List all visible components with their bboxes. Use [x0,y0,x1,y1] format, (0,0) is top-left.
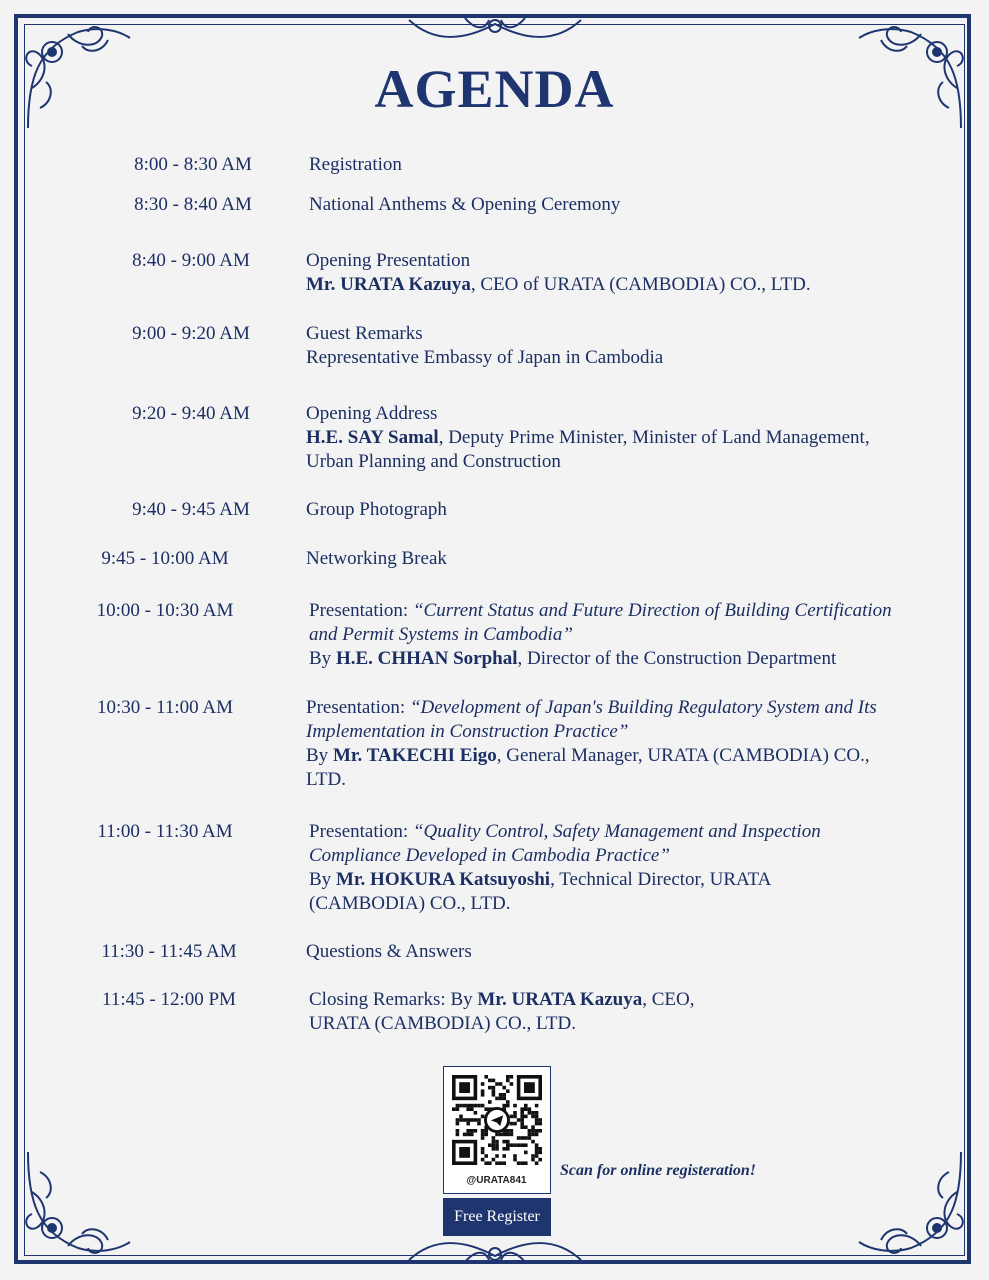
agenda-description-line [306,720,966,744]
agenda-time: 9:00 - 9:20 AM [132,323,250,344]
agenda-description-line [309,193,969,217]
agenda-time: 11:45 - 12:00 PM [102,989,236,1010]
bottom-center-ornament [405,1234,585,1270]
qr-code-card[interactable] [443,1066,551,1194]
agenda-description [309,193,969,217]
agenda-time: 9:20 - 9:40 AM [132,403,250,424]
text-segment: By [309,648,336,669]
speaker-name: H.E. SAY Samal [306,427,439,448]
agenda-description-line [306,744,966,768]
agenda-description-line [306,322,966,346]
agenda-description-line [309,988,969,1012]
speaker-name: H.E. CHHAN Sorphal [335,648,518,669]
agenda-description [309,988,969,1036]
agenda-description-line [306,249,966,273]
page-title: AGENDA [374,59,615,119]
top-center-ornament [405,10,585,46]
text-segment: , Technical Director, URATA [550,869,772,890]
text-segment: Representative Embassy of Japan in Cambodia [306,347,664,368]
agenda-time: 9:45 - 10:00 AM [101,548,229,569]
agenda-description-line [306,402,966,426]
agenda-description-line [309,647,969,671]
agenda-description [306,322,966,370]
text-segment: By [306,745,333,766]
agenda-description [309,153,969,177]
text-segment: , CEO of URATA (CAMBODIA) CO., LTD. [470,274,811,295]
agenda-description [306,249,966,297]
text-segment: Opening Address [306,403,438,424]
text-segment: Urban Planning and Construction [306,451,561,472]
text-segment: , Director of the Construction Department [517,648,837,669]
presentation-title: “Current Status and Future Direction of Building Certification [412,600,892,621]
text-segment: (CAMBODIA) CO., LTD. [309,893,511,914]
qr-handle: @URATA841 [466,1175,527,1186]
agenda-description [309,820,969,916]
text-segment: Registration [309,154,402,175]
text-segment: Questions & Answers [306,941,472,962]
presentation-title: and Permit Systems in Cambodia” [309,624,573,645]
agenda-description-line [309,599,969,623]
agenda-description-line [306,273,966,297]
qr-code-icon [452,1075,542,1165]
text-segment: , Deputy Prime Minister, Minister of Land Management, [438,427,870,448]
scan-instruction: Scan for online registeration! [560,1162,757,1179]
agenda-time: 10:30 - 11:00 AM [97,697,233,718]
agenda-description-line [309,153,969,177]
text-segment: By [309,869,336,890]
text-segment: Networking Break [306,548,447,569]
text-segment: Presentation: [306,697,410,718]
agenda-time: 10:00 - 10:30 AM [96,600,234,621]
agenda-description-line [309,623,969,647]
agenda-description [306,547,966,571]
text-segment: URATA (CAMBODIA) CO., LTD. [309,1013,576,1034]
agenda-description-line [309,868,969,892]
agenda-time: 9:40 - 9:45 AM [132,499,250,520]
text-segment: Presentation: [309,600,413,621]
agenda-time: 8:30 - 8:40 AM [134,194,252,215]
presentation-title: Implementation in Construction Practice” [306,721,629,742]
presentation-title: “Development of Japan's Building Regulatory System and Its [409,697,877,718]
speaker-name: Mr. URATA Kazuya [477,989,643,1010]
agenda-description-line [306,450,966,474]
agenda-time: 11:00 - 11:30 AM [97,821,233,842]
free-register-button[interactable]: Free Register [443,1198,551,1236]
agenda-description-line [306,940,966,964]
agenda-description-line [306,426,966,450]
agenda-description-line [309,892,969,916]
agenda-description-line [309,1012,969,1036]
text-segment: , CEO, [642,989,695,1010]
agenda-description-line [306,696,966,720]
text-segment: , General Manager, URATA (CAMBODIA) CO., [496,745,870,766]
agenda-description-line [309,820,969,844]
corner-ornament-bottom-right [851,1142,971,1262]
agenda-description [309,599,969,671]
text-segment: Presentation: [309,821,413,842]
text-segment: Group Photograph [306,499,447,520]
text-segment: Guest Remarks [306,323,423,344]
presentation-title: Compliance Developed in Cambodia Practice” [309,845,670,866]
agenda-description [306,402,966,474]
text-segment: Closing Remarks: By [309,989,478,1010]
agenda-description [306,940,966,964]
agenda-time: 8:40 - 9:00 AM [132,250,250,271]
speaker-name: Mr. URATA Kazuya [306,274,471,295]
agenda-time: 11:30 - 11:45 AM [101,941,237,962]
text-segment: National Anthems & Opening Ceremony [309,194,621,215]
agenda-time: 8:00 - 8:30 AM [134,154,252,175]
agenda-description-line [306,498,966,522]
agenda-description-line [306,768,966,792]
agenda-description-line [306,346,966,370]
agenda-description [306,498,966,522]
text-segment: Opening Presentation [306,250,471,271]
speaker-name: Mr. HOKURA Katsuyoshi [335,869,551,890]
agenda-description [306,696,966,792]
agenda-description-line [309,844,969,868]
agenda-description-line [306,547,966,571]
text-segment: LTD. [306,769,346,790]
presentation-title: “Quality Control, Safety Management and Inspection [412,821,821,842]
speaker-name: Mr. TAKECHI Eigo [332,745,497,766]
corner-ornament-bottom-left [18,1142,138,1262]
